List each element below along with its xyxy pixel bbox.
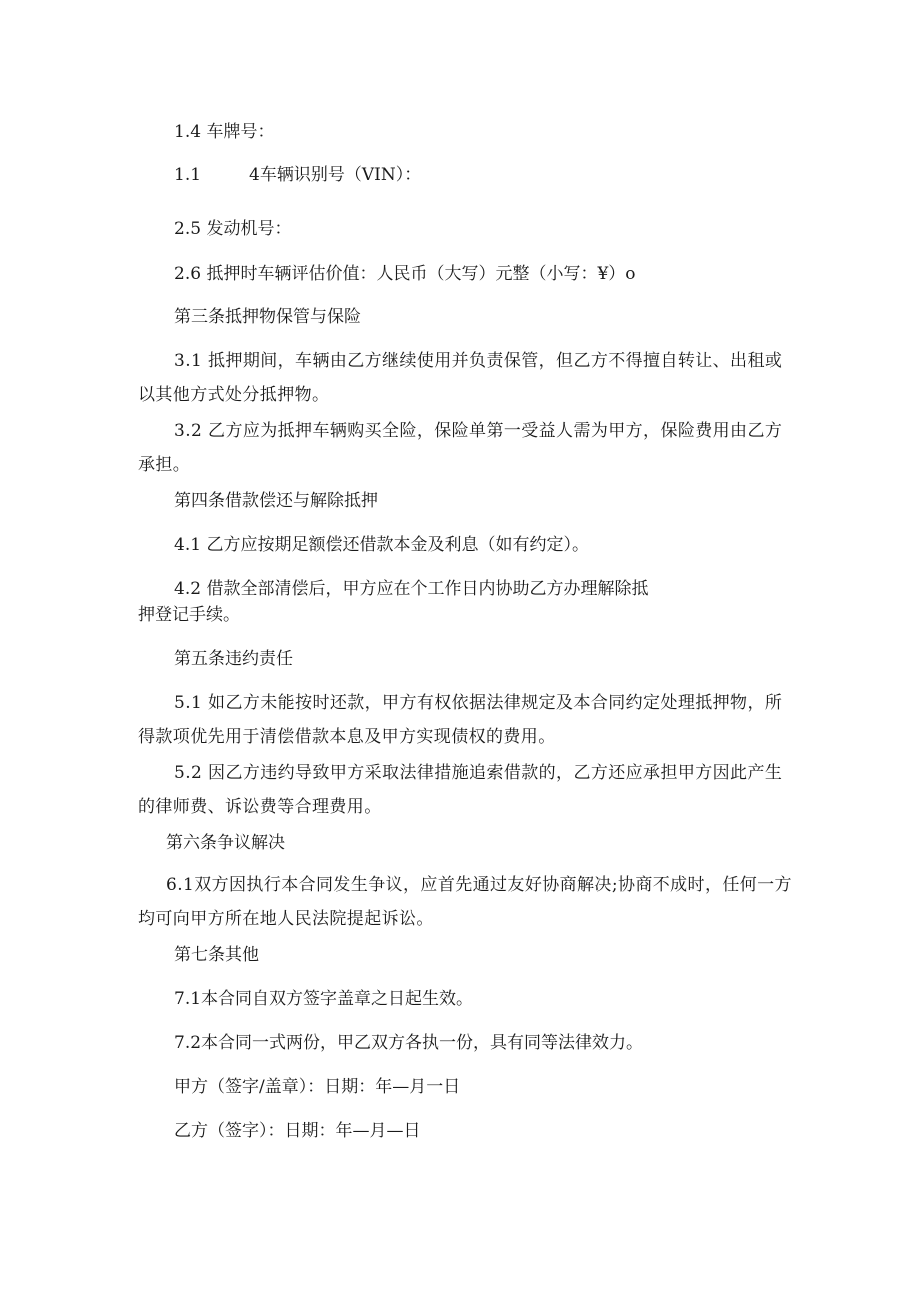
signature-party-b: 乙方（签字）：日期：年—月—日	[174, 1121, 421, 1141]
clause-6-1: 6.1双方因执行本合同发生争议，应首先通过友好协商解决;协商不成时，任何一方均可向甲方所在地人民法院提起诉讼。	[138, 875, 792, 929]
article-3-heading: 第三条抵押物保管与保险	[174, 307, 361, 327]
signature-party-a: 甲方（签字/盖章）：日期：年—月一日	[174, 1077, 461, 1097]
clause-4-2-line-1: 4.2 借款全部清偿后，甲方应在个工作日内协助乙方办理解除抵	[174, 579, 649, 599]
item-1-1-vin	[174, 158, 421, 192]
clause-3-2: 3.2 乙方应为抵押车辆购买全险，保险单第一受益人需为甲方，保险费用由乙方承担。	[138, 421, 783, 475]
article-5-heading: 第五条违约责任	[174, 649, 293, 669]
clause-4-2-line-2: 押登记手续。	[138, 605, 240, 625]
article-4-heading: 第四条借款偿还与解除抵押	[174, 491, 378, 511]
clause-5-1: 5.1 如乙方未能按时还款，甲方有权依据法律规定及本合同约定处理抵押物，所得款项优先用于清偿借款本息及甲方实现债权的费用。	[138, 693, 783, 747]
article-6-heading: 第六条争议解决	[166, 833, 285, 853]
item-1-4-plate-number: 1.4 车牌号：	[174, 122, 275, 142]
clause-7-2: 7.2本合同一式两份，甲乙双方各执一份，具有同等法律效力。	[174, 1033, 644, 1053]
item-2-6-valuation: 2.6 抵押时车辆评估价值：人民币（大写）元整（小写：¥）o	[174, 264, 636, 284]
clause-7-1: 7.1本合同自双方签字盖章之日起生效。	[174, 989, 474, 1009]
article-7-heading: 第七条其他	[174, 945, 259, 965]
clause-4-1: 4.1 乙方应按期足额偿还借款本金及利息（如有约定）。	[174, 535, 589, 555]
item-1-1-text: 4车辆识别号（VIN）：	[249, 165, 422, 185]
item-2-5-engine-number: 2.5 发动机号：	[174, 219, 292, 239]
clause-5-2: 5.2 因乙方违约导致甲方采取法律措施追索借款的，乙方还应承担甲方因此产生的律师费、诉讼费等合理费用。	[138, 763, 783, 817]
item-1-1-number: 1.1	[174, 165, 202, 185]
clause-3-1: 3.1 抵押期间，车辆由乙方继续使用并负责保管，但乙方不得擅自转让、出租或以其他方式处分抵押物。	[138, 351, 783, 405]
